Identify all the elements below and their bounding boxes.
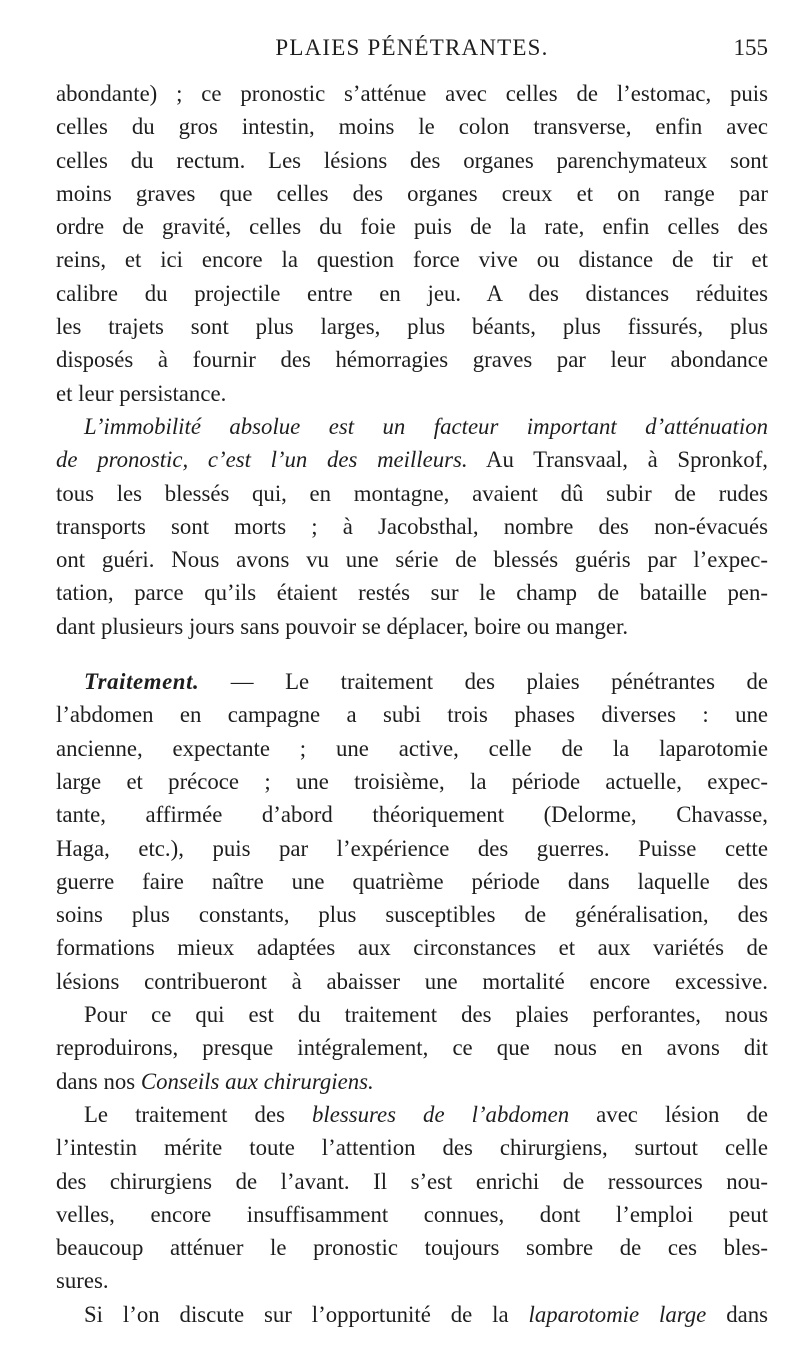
text-line [56,931,768,964]
line-text: l’intestin mérite toute l’attention des chirurgiens, surtout celle [56,1135,768,1161]
line-text: guerre faire naître une quatrième période dans laquelle des [56,868,768,894]
line-text: ancienne, expectante ; une active, celle de la laparotomie [56,735,768,761]
text-line [56,832,768,865]
italic-text: Conseils aux chirurgiens. [140,1068,374,1094]
text-line [56,576,768,609]
italic-text: blessures de l’abdomen [312,1101,570,1127]
text-line [56,1098,768,1131]
text-line [56,610,768,643]
text-line [56,865,768,898]
text-line [56,998,768,1031]
text-line [56,1198,768,1231]
section-heading: Traitement. [84,669,200,695]
italic-text: laparotomie large [528,1301,707,1327]
text-line [56,177,768,210]
text-line [56,410,768,443]
italic-text: L’immobilité absolue est un facteur important d’atténuation [84,413,768,439]
text-line [56,210,768,243]
text-line [56,144,768,177]
line-text: ont guéri. Nous avons vu une série de blessés guéris par l’expec- [56,547,768,573]
line-text: Le traitement des [84,1101,312,1127]
line-text: disposés à fournir des hémorragies graves par leur abondance [56,347,768,373]
line-text: les trajets sont plus larges, plus béants, plus fissurés, plus [56,314,768,340]
text-line [56,543,768,576]
line-text: reproduirons, presque intégralement, ce que nous en avons dit [56,1035,768,1061]
text-line [56,510,768,543]
line-text: l’abdomen en campagne a subi trois phases diverses : une [56,702,768,728]
text-line [56,1065,768,1098]
paragraph-gap [56,643,768,665]
line-text: tante, affirmée d’abord théoriquement (Delorme, Chavasse, [56,802,768,828]
line-text: abondante) ; ce pronostic s’atténue avec celles de l’estomac, puis [56,81,768,106]
text-line [56,110,768,143]
line-text: Au Transvaal, à Spronkof, [467,447,768,473]
text-line [56,732,768,765]
text-line [56,77,768,110]
line-text: tous les blessés qui, en montagne, avaient dû subir de rudes [56,480,768,506]
text-line [56,765,768,798]
line-text: celles du gros intestin, moins le colon transverse, enfin avec [56,114,768,140]
line-text: ordre de gravité, celles du foie puis de la rate, enfin celles des [56,214,768,240]
running-title: PLAIES PÉNÉTRANTES. [275,35,549,60]
line-text: lésions contribueront à abaisser une mortalité encore excessive. [56,968,768,994]
line-text: dant plusieurs jours sans pouvoir se déplacer, boire ou manger. [56,613,629,639]
line-text: Si l’on discute sur l’opportunité de la [84,1301,529,1327]
line-text: transports sont morts ; à Jacobsthal, nombre des non-évacués [56,513,768,539]
text-line [56,1131,768,1164]
line-text: — Le traitement des plaies pénétrantes de [199,669,768,695]
text-line [56,343,768,376]
line-text: beaucoup atténuer le pronostic toujours sombre de ces bles- [56,1235,768,1261]
text-line [56,1231,768,1264]
text-body [56,77,768,1331]
line-text: reins, et ici encore la question force vive ou distance de tir et [56,247,768,273]
text-line [56,1298,768,1331]
text-line [56,1264,768,1297]
text-line [56,1165,768,1198]
line-text: celles du rectum. Les lésions des organes parenchymateux sont [56,147,768,173]
text-line [56,965,768,998]
line-text: dans [706,1301,768,1327]
text-line [56,665,768,698]
text-line [56,243,768,276]
line-text: avec lésion de [569,1101,768,1127]
line-text: calibre du projectile entre en jeu. A des distances réduites [56,280,768,306]
line-text: tation, parce qu’ils étaient restés sur le champ de bataille pen- [56,580,768,606]
text-line [56,1031,768,1064]
line-text: moins graves que celles des organes creux et on range par [56,180,768,206]
line-text: et leur persistance. [56,380,227,406]
line-text: large et précoce ; une troisième, la période actuelle, expec- [56,768,768,794]
line-text: Haga, etc.), puis par l’expérience des guerres. Puisse cette [56,835,768,861]
text-line [56,310,768,343]
line-text: sures. [56,1268,109,1294]
text-line [56,898,768,931]
text-line [56,443,768,476]
text-line [56,798,768,831]
page-number: 155 [733,35,768,60]
line-text: velles, encore insuffisamment connues, dont l’emploi peut [56,1201,768,1227]
running-head [56,30,768,66]
text-line [56,277,768,310]
line-text: des chirurgiens de l’avant. Il s’est enrichi de ressources nou- [56,1168,768,1194]
line-text: dans nos [56,1068,141,1094]
text-line [56,698,768,731]
text-line [56,477,768,510]
line-text: Pour ce qui est du traitement des plaies perforantes, nous [84,1002,768,1028]
line-text: soins plus constants, plus susceptibles de généralisation, des [56,902,768,928]
text-line [56,377,768,410]
line-text: formations mieux adaptées aux circonstances et aux variétés de [56,935,768,961]
italic-text: de pronostic, c’est l’un des meilleurs. [56,447,468,473]
